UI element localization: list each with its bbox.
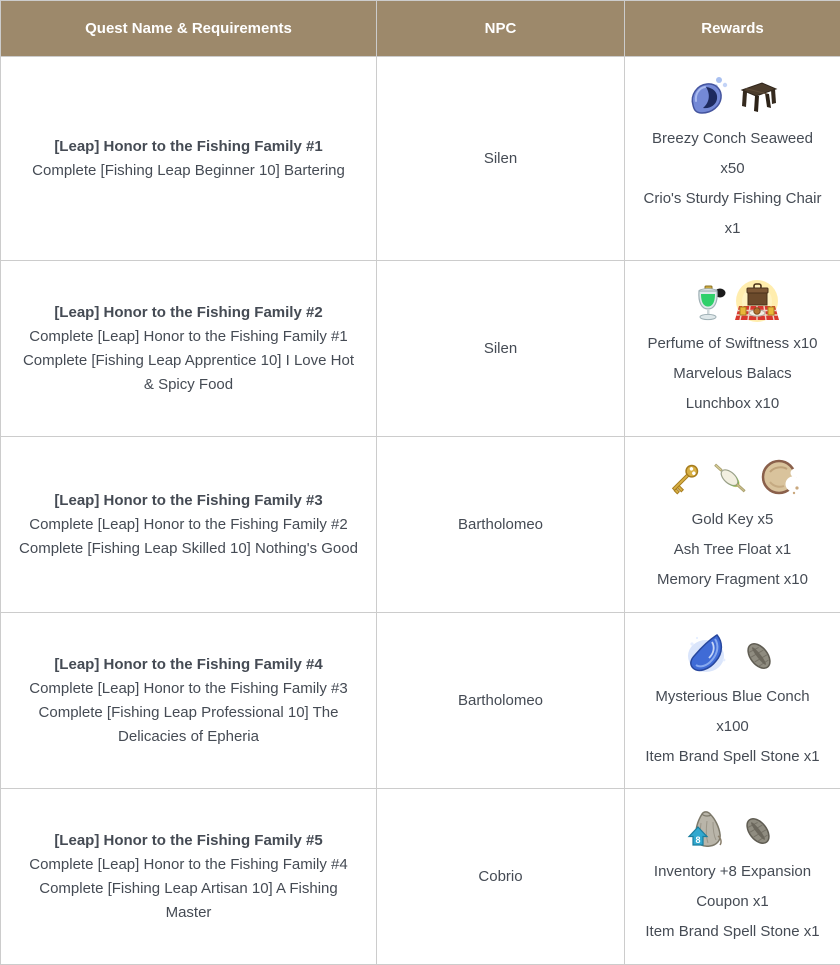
- reward-item: Gold Key x5: [642, 505, 823, 535]
- reward-icons: [642, 279, 823, 325]
- header-npc: NPC: [377, 1, 625, 57]
- reward-item: Crio's Sturdy Fishing Chair x1: [642, 184, 823, 244]
- rewards-cell: [625, 437, 840, 613]
- table-row: [1, 261, 840, 437]
- header-quest-name: Quest Name & Requirements: [1, 1, 377, 57]
- quest-title: [Leap] Honor to the Fishing Family #1: [19, 135, 358, 159]
- quest-cell: [1, 789, 377, 965]
- quest-cell: [1, 261, 377, 437]
- gold-key-icon: [662, 459, 704, 501]
- expansion-badge-number: 8: [695, 835, 700, 845]
- npc-cell: Silen: [377, 261, 625, 437]
- reward-icons: [642, 455, 823, 501]
- fishing-float-icon: [709, 457, 753, 501]
- table-row: [1, 789, 840, 965]
- spell-stone-icon: [736, 809, 780, 853]
- quest-cell: [1, 613, 377, 789]
- reward-icons: [642, 807, 823, 853]
- quest-title: [Leap] Honor to the Fishing Family #4: [19, 653, 358, 677]
- rewards-cell: [625, 789, 840, 965]
- reward-item: Item Brand Spell Stone x1: [642, 917, 823, 947]
- reward-item: Item Brand Spell Stone x1: [642, 742, 823, 772]
- npc-cell: Cobrio: [377, 789, 625, 965]
- quest-cell: [1, 57, 377, 261]
- reward-icons: [642, 74, 823, 120]
- reward-item: Perfume of Swiftness x10: [642, 329, 823, 359]
- quest-requirement: Complete [Leap] Honor to the Fishing Family #2: [19, 513, 358, 537]
- breezy-conch-seaweed-icon: [685, 74, 731, 120]
- reward-item: Breezy Conch Seaweed x50: [642, 124, 823, 184]
- quest-requirement: Complete [Leap] Honor to the Fishing Family #1: [19, 325, 358, 349]
- rewards-cell: [625, 57, 840, 261]
- reward-item: Mysterious Blue Conch x100: [642, 682, 823, 742]
- reward-item: Marvelous Balacs Lunchbox x10: [642, 359, 823, 419]
- rewards-cell: [625, 261, 840, 437]
- quest-requirement: Complete [Fishing Leap Skilled 10] Nothing's Good: [19, 537, 358, 561]
- quest-requirement: Complete [Leap] Honor to the Fishing Family #4: [19, 853, 358, 877]
- npc-cell: Bartholomeo: [377, 613, 625, 789]
- reward-item: Memory Fragment x10: [642, 565, 823, 595]
- reward-item: Inventory +8 Expansion Coupon x1: [642, 857, 823, 917]
- quest-requirement: Complete [Fishing Leap Professional 10] The Delicacies of Epheria: [19, 701, 358, 749]
- header-rewards: Rewards: [625, 1, 840, 57]
- table-row: [1, 57, 840, 261]
- quest-cell: [1, 437, 377, 613]
- table-row: [1, 437, 840, 613]
- quest-requirement: Complete [Fishing Leap Apprentice 10] I Love Hot & Spicy Food: [19, 349, 358, 397]
- npc-cell: Silen: [377, 57, 625, 261]
- memory-fragment-icon: [758, 455, 804, 501]
- perfume-of-swiftness-icon: [685, 281, 729, 325]
- quest-requirement: Complete [Fishing Leap Beginner 10] Bartering: [19, 159, 358, 183]
- fishing-chair-icon: [736, 76, 780, 120]
- reward-item: Ash Tree Float x1: [642, 535, 823, 565]
- table-header-row: [1, 1, 840, 57]
- mysterious-blue-conch-icon: [684, 630, 732, 678]
- quest-title: [Leap] Honor to the Fishing Family #3: [19, 489, 358, 513]
- spell-stone-icon: [737, 634, 781, 678]
- lunchbox-icon: [734, 279, 780, 325]
- quest-requirement: Complete [Leap] Honor to the Fishing Family #3: [19, 677, 358, 701]
- quest-title: [Leap] Honor to the Fishing Family #2: [19, 301, 358, 325]
- npc-cell: Bartholomeo: [377, 437, 625, 613]
- quest-requirement: Complete [Fishing Leap Artisan 10] A Fishing Master: [19, 877, 358, 925]
- inventory-expansion-coupon-icon: [685, 807, 731, 853]
- rewards-cell: [625, 613, 840, 789]
- table-row: [1, 613, 840, 789]
- quest-title: [Leap] Honor to the Fishing Family #5: [19, 829, 358, 853]
- reward-icons: [642, 630, 823, 678]
